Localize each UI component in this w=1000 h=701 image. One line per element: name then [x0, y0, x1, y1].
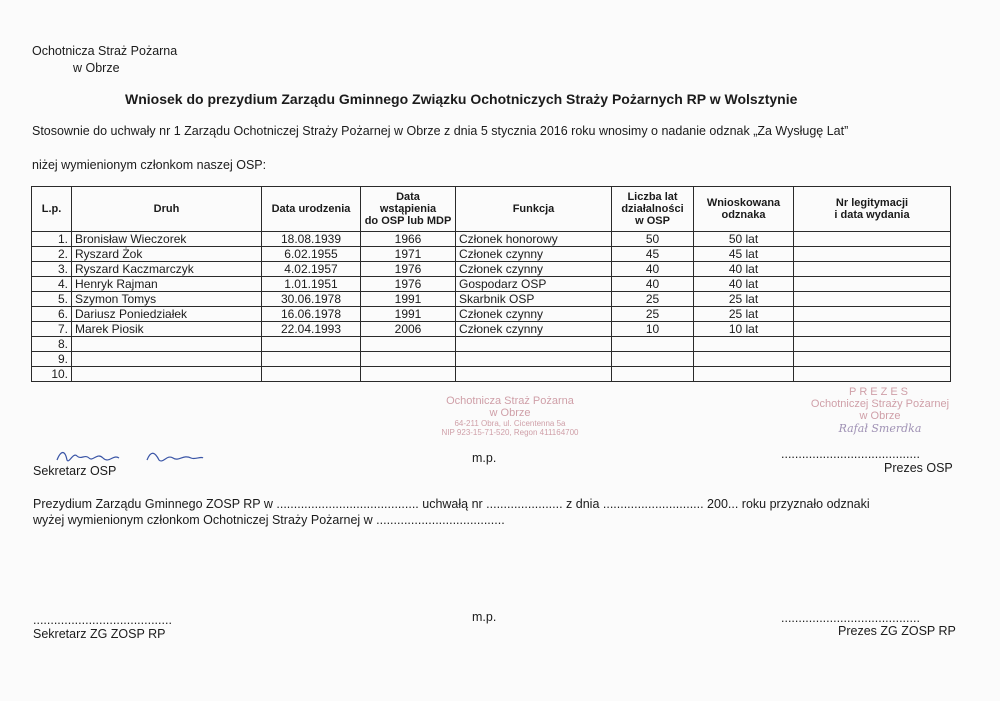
cell-years-active: 10: [612, 322, 694, 337]
president-stamp: PREZES Ochotniczej Straży Pożarnej w Obrze Rafał Smerdka: [795, 386, 965, 435]
cell-member-name: Marek Piosik: [72, 322, 262, 337]
cell-id-number: [794, 322, 951, 337]
header-function: Funkcja: [456, 187, 612, 232]
cell-birth-date: 6.02.1955: [262, 247, 361, 262]
cell-id-number: [794, 307, 951, 322]
cell-function: [456, 337, 612, 352]
cell-years-active: 25: [612, 292, 694, 307]
table-header-row: [32, 187, 951, 232]
cell-function: Członek czynny: [456, 307, 612, 322]
header-druh: Druh: [72, 187, 262, 232]
table-row: [32, 277, 951, 292]
president-osp-label: Prezes OSP: [884, 461, 953, 475]
cell-years-active: 50: [612, 232, 694, 247]
cell-join-year: 1991: [361, 292, 456, 307]
cell-member-name: Bronisław Wieczorek: [72, 232, 262, 247]
header-lp: L.p.: [32, 187, 72, 232]
intro-text: Stosownie do uchwały nr 1 Zarządu Ochotniczej Straży Pożarnej w Obrze z dnia 5 stycznia 2016 roku wnosimy o nadanie odznak „Za Wysługę Lat”: [32, 124, 849, 138]
cell-join-year: 1976: [361, 277, 456, 292]
secretary-osp-label: Sekretarz OSP: [33, 464, 117, 478]
cell-join-year: [361, 367, 456, 382]
cell-lp: 7.: [32, 322, 72, 337]
cell-join-year: [361, 352, 456, 367]
cell-function: [456, 352, 612, 367]
table-row: [32, 352, 951, 367]
table-row: [32, 262, 951, 277]
cell-member-name: Dariusz Poniedziałek: [72, 307, 262, 322]
prezydium-resolution-text: Prezydium Zarządu Gminnego ZOSP RP w ......................................... uchwałą nr ...................... z dnia ............................. 200... roku przyznało odznaki: [33, 497, 870, 511]
cell-lp: 6.: [32, 307, 72, 322]
cell-years-active: 25: [612, 307, 694, 322]
header-years-active: Liczba lat działalności w OSP: [612, 187, 694, 232]
cell-id-number: [794, 277, 951, 292]
cell-function: Gospodarz OSP: [456, 277, 612, 292]
zg-secretary-signature-line: ........................................: [33, 613, 172, 627]
table-row: [32, 367, 951, 382]
cell-function: Członek czynny: [456, 247, 612, 262]
header-birth-date: Data urodzenia: [262, 187, 361, 232]
zg-president-signature-line: ........................................: [781, 611, 920, 625]
cell-requested-badge: [694, 337, 794, 352]
cell-years-active: 40: [612, 277, 694, 292]
table-row: [32, 322, 951, 337]
cell-join-year: 1991: [361, 307, 456, 322]
cell-id-number: [794, 292, 951, 307]
cell-birth-date: 4.02.1957: [262, 262, 361, 277]
cell-years-active: 45: [612, 247, 694, 262]
cell-function: [456, 367, 612, 382]
cell-birth-date: 1.01.1951: [262, 277, 361, 292]
cell-lp: 4.: [32, 277, 72, 292]
zg-seal-placeholder: m.p.: [472, 610, 497, 624]
cell-function: Członek czynny: [456, 322, 612, 337]
members-table: [31, 186, 951, 382]
cell-years-active: [612, 337, 694, 352]
secretary-signature-icon: [55, 446, 205, 466]
cell-lp: 3.: [32, 262, 72, 277]
table-row: [32, 232, 951, 247]
cell-join-year: 1966: [361, 232, 456, 247]
cell-lp: 8.: [32, 337, 72, 352]
zg-secretary-label: Sekretarz ZG ZOSP RP: [33, 627, 166, 641]
header-requested-badge: Wnioskowana odznaka: [694, 187, 794, 232]
seal-placeholder: m.p.: [472, 451, 497, 465]
cell-id-number: [794, 247, 951, 262]
cell-birth-date: 16.06.1978: [262, 307, 361, 322]
cell-requested-badge: 40 lat: [694, 262, 794, 277]
cell-member-name: Szymon Tomys: [72, 292, 262, 307]
cell-birth-date: [262, 337, 361, 352]
cell-function: Członek czynny: [456, 262, 612, 277]
table-row: [32, 292, 951, 307]
cell-join-year: 2006: [361, 322, 456, 337]
cell-years-active: [612, 367, 694, 382]
cell-join-year: 1971: [361, 247, 456, 262]
cell-birth-date: 22.04.1993: [262, 322, 361, 337]
cell-lp: 10.: [32, 367, 72, 382]
cell-birth-date: 30.06.1978: [262, 292, 361, 307]
cell-requested-badge: 10 lat: [694, 322, 794, 337]
cell-years-active: [612, 352, 694, 367]
cell-id-number: [794, 262, 951, 277]
cell-member-name: [72, 367, 262, 382]
cell-requested-badge: 40 lat: [694, 277, 794, 292]
cell-requested-badge: 45 lat: [694, 247, 794, 262]
cell-id-number: [794, 232, 951, 247]
president-signature-name: Rafał Smerdka: [838, 422, 922, 435]
osp-stamp: Ochotnicza Straż Pożarna w Obrze 64-211 Obra, ul. Cicentenna 5a NIP 923-15-71-520, Regon 411164700: [441, 395, 579, 437]
cell-requested-badge: [694, 352, 794, 367]
cell-member-name: [72, 352, 262, 367]
cell-id-number: [794, 337, 951, 352]
zg-president-label: Prezes ZG ZOSP RP: [838, 624, 956, 638]
table-row: [32, 307, 951, 322]
cell-years-active: 40: [612, 262, 694, 277]
cell-requested-badge: 25 lat: [694, 292, 794, 307]
cell-member-name: Ryszard Żok: [72, 247, 262, 262]
cell-join-year: [361, 337, 456, 352]
intro-text-continued: niżej wymienionym członkom naszej OSP:: [32, 158, 267, 172]
cell-lp: 2.: [32, 247, 72, 262]
cell-requested-badge: [694, 367, 794, 382]
table-row: [32, 247, 951, 262]
cell-lp: 9.: [32, 352, 72, 367]
org-location: w Obrze: [73, 61, 120, 75]
cell-member-name: [72, 337, 262, 352]
header-join-date: Data wstąpienia do OSP lub MDP: [361, 187, 456, 232]
table-body: [32, 232, 951, 382]
cell-birth-date: [262, 352, 361, 367]
cell-function: Członek honorowy: [456, 232, 612, 247]
cell-member-name: Henryk Rajman: [72, 277, 262, 292]
cell-join-year: 1976: [361, 262, 456, 277]
cell-id-number: [794, 352, 951, 367]
cell-member-name: Ryszard Kaczmarczyk: [72, 262, 262, 277]
cell-birth-date: 18.08.1939: [262, 232, 361, 247]
cell-function: Skarbnik OSP: [456, 292, 612, 307]
cell-id-number: [794, 367, 951, 382]
cell-lp: 5.: [32, 292, 72, 307]
cell-lp: 1.: [32, 232, 72, 247]
document-title: Wniosek do prezydium Zarządu Gminnego Związku Ochotniczych Straży Pożarnych RP w Wolsztynie: [125, 91, 798, 107]
cell-requested-badge: 25 lat: [694, 307, 794, 322]
table-row: [32, 337, 951, 352]
header-id-number: Nr legitymacji i data wydania: [794, 187, 951, 232]
prezydium-resolution-text-continued: wyżej wymienionym członkom Ochotniczej Straży Pożarnej w .....................................: [33, 513, 505, 527]
president-signature-line: ........................................: [781, 447, 920, 461]
cell-birth-date: [262, 367, 361, 382]
cell-requested-badge: 50 lat: [694, 232, 794, 247]
org-name: Ochotnicza Straż Pożarna: [32, 44, 178, 58]
